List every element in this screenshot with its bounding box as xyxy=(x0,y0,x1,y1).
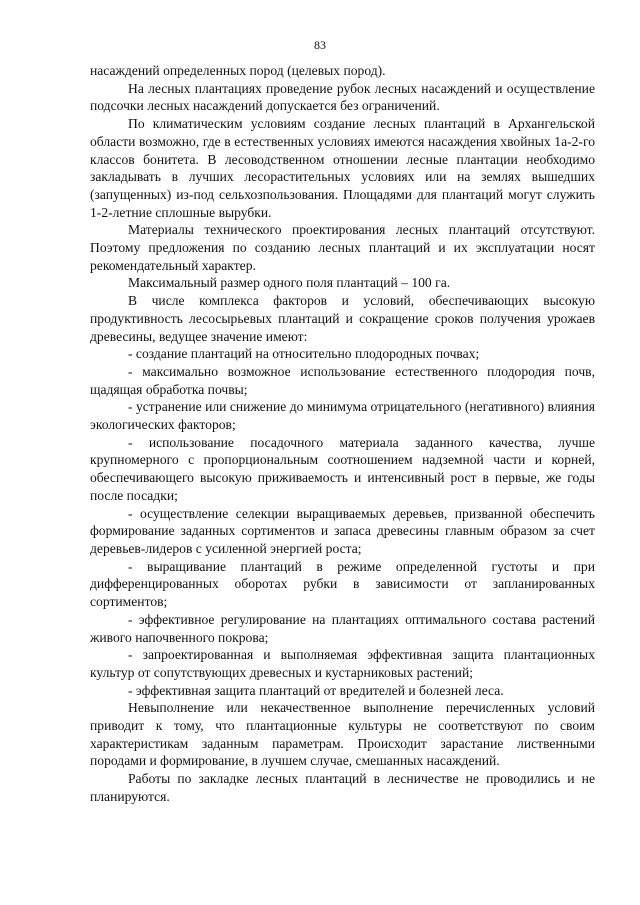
list-item: - эффективное регулирование на плантациях оптимального состава растений живого напочвенного покрова; xyxy=(90,611,595,645)
list-item: - осуществление селекции выращиваемых деревьев, призванной обеспечить формирование заданных сортиментов и запаса древесины главным образом за счет деревьев-лидеров с усиленной энергией роста; xyxy=(90,505,595,556)
paragraph-continuation: насаждений определенных пород (целевых пород). xyxy=(90,63,386,78)
list-item: - использование посадочного материала заданного качества, лучше крупномерного с пропорциональным соотношением надземной части и корней, обеспечивающего высокую приживаемость и интенсивный рост в первые, же годы после посадки; xyxy=(90,434,595,503)
list-item: - эффективная защита плантаций от вредителей и болезней леса. xyxy=(128,682,504,698)
paragraph-climate-conditions: По климатическим условиям создание лесных плантаций в Архангельской области возможно, где в естественных условиях имеются насаждения хвойных 1а-2-го классов бонитета. В лесоводственном отношении лесные плантации необходимо закладывать в лучших лесорастительных условиях или на землях вышедших (запущенных) из-под сельхозпользования. Площадями для плантаций могут служить 1-2-летние сплошные вырубки. xyxy=(90,116,595,220)
paragraph-max-field-size: Максимальный размер одного поля плантаций – 100 га. xyxy=(128,275,451,291)
list-item: - устранение или снижение до минимума отрицательного (негативного) влияния экологических факторов; xyxy=(90,399,595,433)
page-number: 83 xyxy=(314,38,326,52)
paragraph-works-status: Работы по закладке лесных плантаций в лесничестве не проводились и не планируются. xyxy=(90,771,595,804)
paragraph-design-materials: Материалы технического проектирования лесных плантаций отсутствуют. Поэтому предложения по созданию лесных плантаций и их эксплуатации носят рекомендательный характер. xyxy=(90,222,595,273)
paragraph-non-compliance: Невыполнение или некачественное выполнение перечисленных условий приводит к тому, что плантационные культуры не соответствуют по своим характеристикам заданным параметрам. Происходит зарастание лиственными породами и формирование, в лучшем случае, смешанных насаждений. xyxy=(90,700,595,769)
paragraph-plantation-cutting: На лесных плантациях проведение рубок лесных насаждений и осуществление подсочки лесных насаждений допускается без ограничений. xyxy=(90,80,595,114)
paragraph-factors-intro: В числе комплекса факторов и условий, обеспечивающих высокую продуктивность лесосырьевых плантаций и сокращение сроков получения урожаев древесины, ведущее значение имеют: xyxy=(90,293,595,344)
list-item: - создание плантаций на относительно плодородных почвах; xyxy=(128,346,480,362)
list-item: - запроектированная и выполняемая эффективная защита плантационных культур от сопутствующих древесных и кустарниковых растений; xyxy=(90,647,595,680)
list-item: - максимально возможное использование естественного плодородия почв, щадящая обработка почвы; xyxy=(90,363,595,397)
list-item: - выращивание плантаций в режиме определенной густоты и при дифференцированных оборотах рубки в зависимости от запланированных сортиментов; xyxy=(90,558,595,610)
document-body xyxy=(90,62,595,806)
